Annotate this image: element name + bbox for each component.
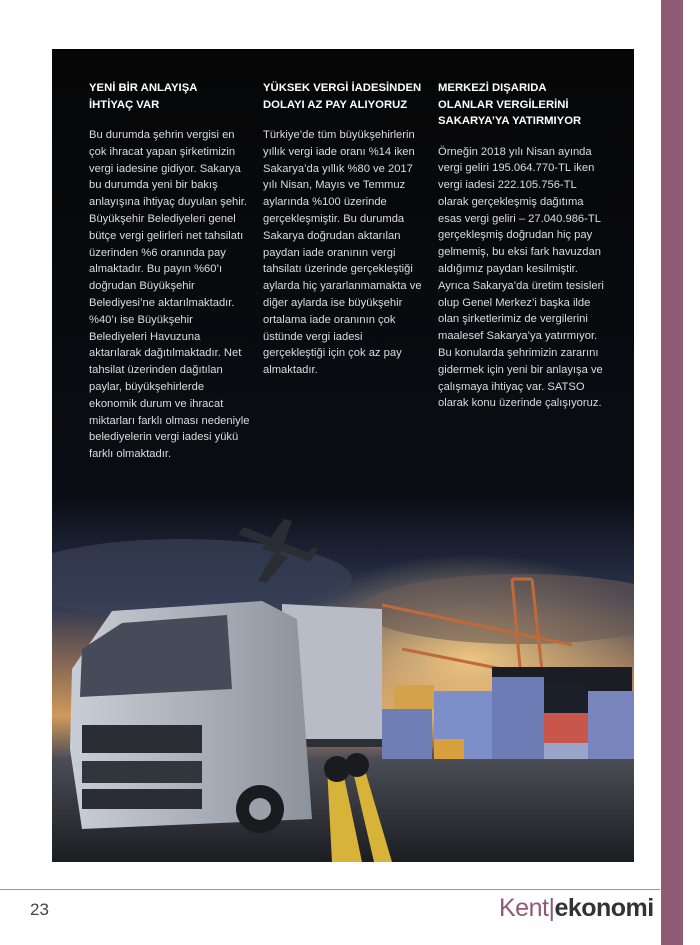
heading-line: MERKEZİ DIŞARIDA: [438, 82, 547, 94]
column-3-heading: [438, 80, 608, 130]
page-number: 23: [30, 900, 49, 919]
column-1-body: Bu durumda şehrin vergisi en çok ihracat yapan şirketimizin vergi iadesine gidiyor. Sakarya bu durumda yeni bir bakış anlayışına ihtiyaç duyulan şehir. Büyükşehir Belediyeleri genel bütçe vergi gelirleri net tahsilatı üzerinden %6 oranında pay almaktadır. Bu payın %60’ı doğrudan Büyükşehir Belediyesi’ne aktarılmaktadır. %40’ı ise Büyükşehir Belediyeleri Havuzuna aktarılarak dağıtılmaktadır. Net tahsilat üzerinden dağıtılan paylar, büyükşehirlerde ekonomik durum ve ihracat miktarları farklı olması nedeniyle belediyelerin vergi iadesi yükü farklı olmaktadır.: [89, 129, 250, 461]
article-panel: [52, 49, 634, 862]
heading-line: OLANLAR VERGİLERİNİ: [438, 98, 569, 111]
logo-part-ekonomi: ekonomi: [554, 894, 654, 922]
heading-line: YENİ BİR ANLAYIŞA: [89, 82, 198, 94]
article-column-2: [263, 80, 426, 379]
column-3-body-1: Örneğin 2018 yılı Nisan ayında vergi geliri 195.064.770-TL iken vergi iadesi 222.105.756-TL olarak gerçekleşmiş dağıtıma esas vergi geliri – 27.040.986-TL gerçekleşmiş doğrudan hiç pay gelmemiş, bu eksi fark havuzdan aldığımız paydan kesilmiştir.: [438, 145, 601, 276]
heading-line: SAKARYA’YA YATIRMIYOR: [438, 115, 582, 127]
article-column-1: [89, 80, 252, 463]
article-column-3: [438, 80, 608, 412]
column-3-body-2: Ayrıca Sakarya’da üretim tesisleri olup Genel Merkez’i başka ilde olan şirketlerimiz de vergilerini maalesef Sakarya’ya yatırmıyor. Bu konularda şehrimizin zararını gidermek için yeni bir anlayışa ve çalışmaya ihtiyaç var. SATSO olarak konu üzerinde çalışıyoruz.: [438, 279, 604, 410]
section-name: [664, 546, 682, 625]
column-2-body: Türkiye’de tüm büyükşehirlerin yıllık vergi iade oranı %14 iken Sakarya’da yıllık %80 ve 2017 yılı Nisan, Mayıs ve Temmuz aylarında %100 üzerinde gerçekleşmiştir. Bu durumda Sakarya doğrudan aktarılan paydan iade oranının vergi tahsilatı üzerinde gerçekleştiği aylarda hiç yararlanmamakta ve diğer aylarda ise büyükşehir ortalama iade oranının çok üstünde vergi iadesi gerçekleştiği için çok az pay almaktadır.: [263, 129, 422, 377]
kentekonomi-logo: [499, 894, 654, 928]
double-chevron-icon: »: [666, 619, 680, 625]
website-url: www.kentekonomi.com: [666, 105, 678, 222]
heading-line: YÜKSEK VERGİ İADESİNDEN: [263, 82, 422, 94]
column-1-heading: [89, 80, 252, 113]
column-2-heading: [263, 80, 426, 113]
heading-line: İHTİYAÇ VAR: [89, 98, 160, 111]
heading-line: DOLAYI AZ PAY ALIYORUZ: [263, 98, 408, 111]
footer-divider: [0, 889, 660, 890]
logo-part-kent: Kent: [499, 894, 549, 922]
section-label: İş Dünyası: [664, 546, 681, 615]
issue-date: TEMMUZ 2018: [662, 337, 678, 432]
logo-separator: |: [548, 894, 555, 922]
